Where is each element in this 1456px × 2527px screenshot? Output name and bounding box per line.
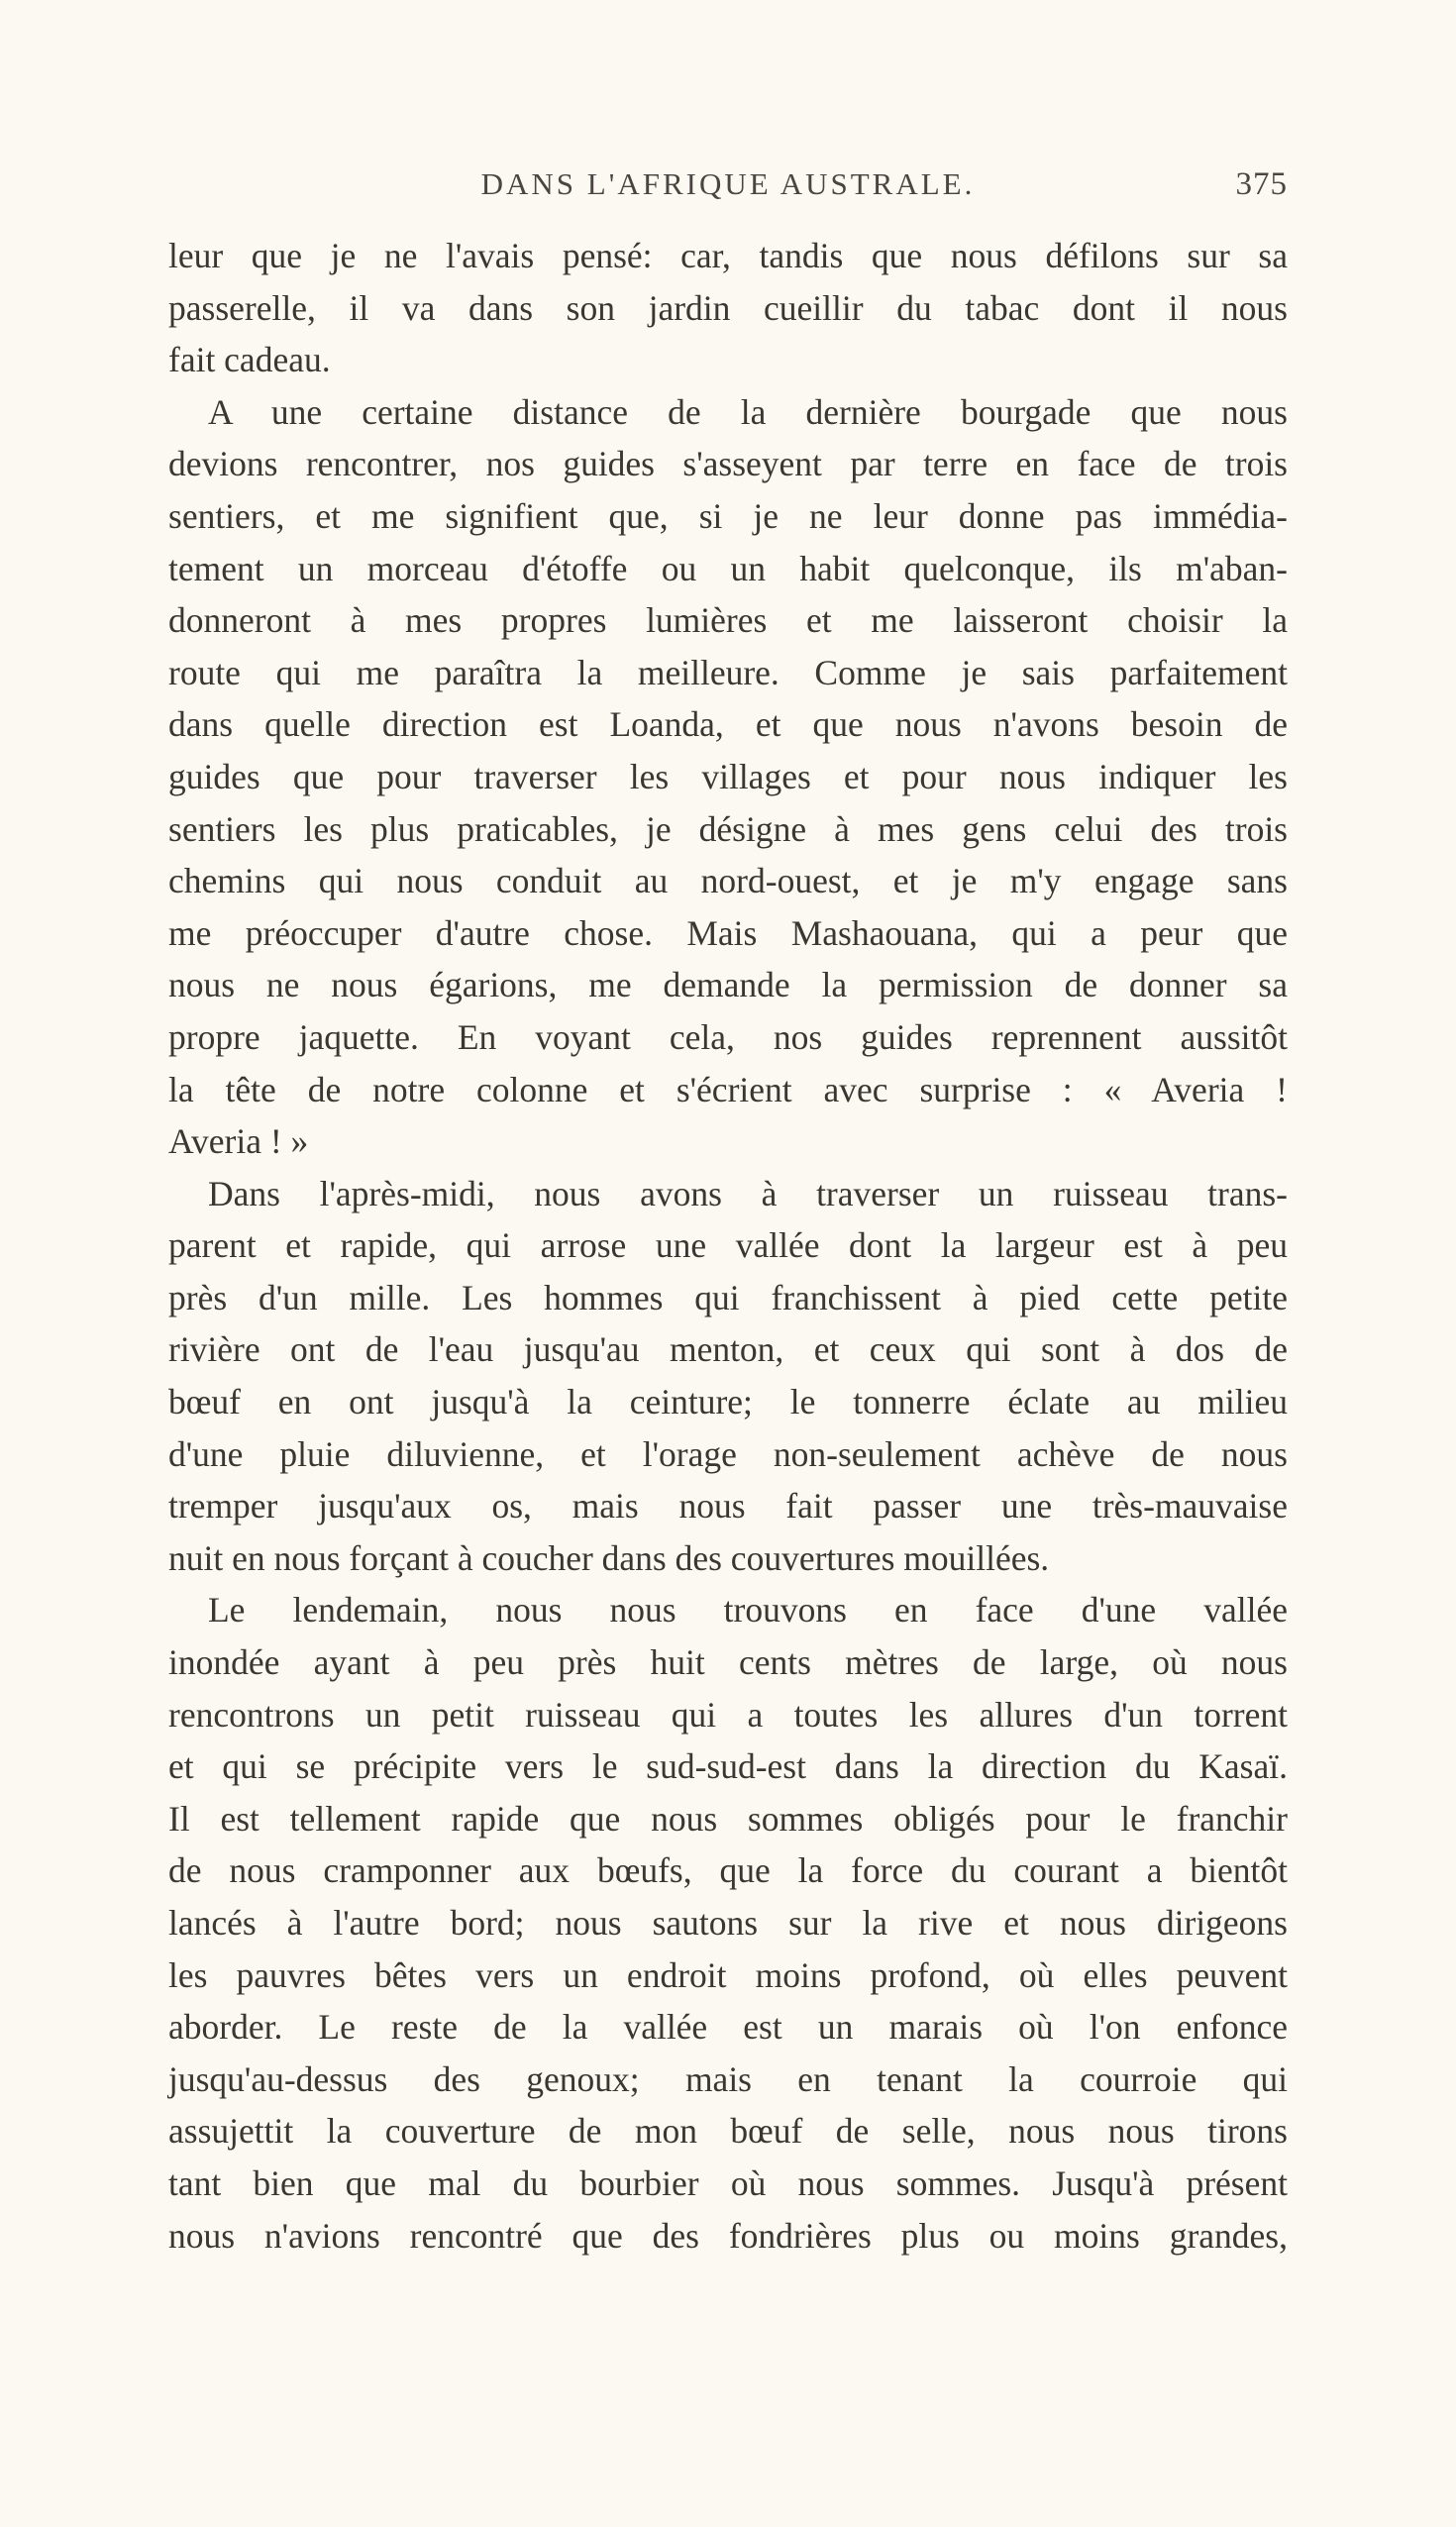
running-head: DANS L'AFRIQUE AUSTRALE.: [480, 166, 976, 201]
text-line: Averia ! »: [168, 1121, 309, 1162]
text-line: de nous cramponner aux bœufs, que la force du courant a bientôt: [168, 1850, 1288, 1891]
text-line: bœuf en ont jusqu'à la ceinture; le tonnerre éclate au milieu: [168, 1382, 1288, 1422]
body-text: [168, 230, 1288, 2262]
text-line: aborder. Le reste de la vallée est un marais où l'on enfonce: [168, 2007, 1288, 2048]
text-line: les pauvres bêtes vers un endroit moins profond, où elles peuvent: [168, 1954, 1288, 1995]
text-line: devions rencontrer, nos guides s'asseyent par terre en face de trois: [168, 444, 1288, 484]
text-line: parent et rapide, qui arrose une vallée dont la largeur est à peu: [168, 1225, 1288, 1266]
text-line: rivière ont de l'eau jusqu'au menton, et ceux qui sont à dos de: [168, 1329, 1288, 1370]
text-line: près d'un mille. Les hommes qui franchissent à pied cette petite: [168, 1277, 1288, 1317]
text-line: propre jaquette. En voyant cela, nos guides reprennent aussitôt: [168, 1016, 1288, 1057]
text-line: me préoccuper d'autre chose. Mais Mashaouana, qui a peur que: [168, 912, 1288, 953]
text-line: donneront à mes propres lumières et me laisseront choisir la: [168, 600, 1288, 641]
text-line: inondée ayant à peu près huit cents mètres de large, où nous: [168, 1642, 1288, 1683]
text-line: Il est tellement rapide que nous sommes obligés pour le franchir: [168, 1798, 1288, 1839]
text-line: sentiers les plus praticables, je désigne à mes gens celui des trois: [168, 808, 1288, 849]
text-line: tremper jusqu'aux os, mais nous fait passer une très-mauvaise: [168, 1486, 1288, 1527]
text-line: A une certaine distance de la dernière bourgade que nous: [208, 391, 1288, 432]
text-line: assujettit la couverture de mon bœuf de selle, nous nous tirons: [168, 2111, 1288, 2152]
text-line: route qui me paraîtra la meilleure. Comme je sais parfaitement: [168, 652, 1288, 692]
text-line: Le lendemain, nous nous trouvons en face d'une vallée: [208, 1590, 1288, 1631]
text-line: Dans l'après-midi, nous avons à traverser un ruisseau trans-: [208, 1173, 1288, 1213]
text-line: la tête de notre colonne et s'écrient avec surprise : « Averia !: [168, 1069, 1288, 1109]
text-line: dans quelle direction est Loanda, et que nous n'avons besoin de: [168, 704, 1288, 745]
page-number: 375: [1235, 166, 1288, 202]
page-header: [168, 166, 1288, 216]
text-line: nous n'avions rencontré que des fondrières plus ou moins grandes,: [168, 2215, 1288, 2256]
text-line: chemins qui nous conduit au nord-ouest, et je m'y engage sans: [168, 861, 1288, 901]
text-line: nuit en nous forçant à coucher dans des couvertures mouillées.: [168, 1537, 1050, 1578]
text-line: nous ne nous égarions, me demande la permission de donner sa: [168, 965, 1288, 1005]
text-line: rencontrons un petit ruisseau qui a toutes les allures d'un torrent: [168, 1694, 1288, 1735]
text-line: fait cadeau.: [168, 340, 331, 380]
text-line: tement un morceau d'étoffe ou un habit quelconque, ils m'aban-: [168, 548, 1288, 588]
text-line: jusqu'au-dessus des genoux; mais en tenant la courroie qui: [168, 2058, 1288, 2099]
text-line: guides que pour traverser les villages et pour nous indiquer les: [168, 756, 1288, 796]
text-line: sentiers, et me signifient que, si je ne leur donne pas immédia-: [168, 495, 1288, 536]
text-line: et qui se précipite vers le sud-sud-est dans la direction du Kasaï.: [168, 1746, 1288, 1787]
text-line: passerelle, il va dans son jardin cueillir du tabac dont il nous: [168, 287, 1288, 328]
text-line: lancés à l'autre bord; nous sautons sur la rive et nous dirigeons: [168, 1903, 1288, 1943]
text-line: d'une pluie diluvienne, et l'orage non-seulement achève de nous: [168, 1433, 1288, 1474]
text-line: leur que je ne l'avais pensé: car, tandis que nous défilons sur sa: [168, 236, 1288, 275]
text-line: tant bien que mal du bourbier où nous sommes. Jusqu'à présent: [168, 2162, 1288, 2203]
